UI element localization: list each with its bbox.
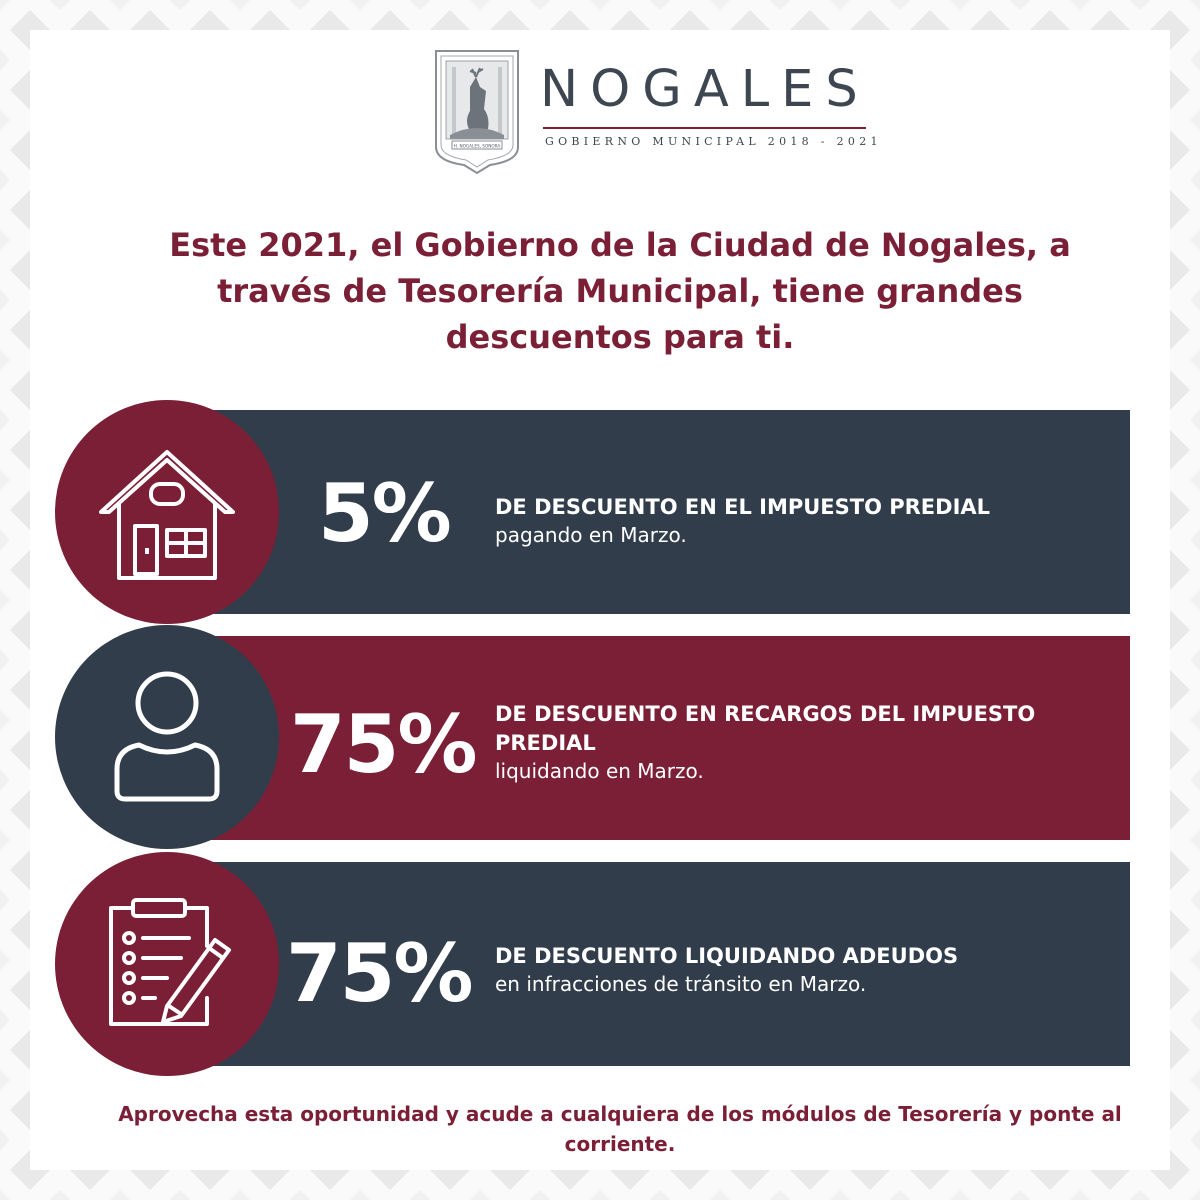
discount-detail-3: en infracciones de tránsito en Marzo. bbox=[495, 972, 867, 996]
discount-percent-1: 5% bbox=[318, 467, 450, 560]
discount-detail-1: pagando en Marzo. bbox=[495, 523, 687, 547]
discount-description-3 bbox=[495, 942, 1125, 997]
municipal-seal-logo bbox=[430, 47, 524, 175]
footer-call-to-action: Aprovecha esta oportunidad y acude a cualquiera de los módulos de Tesorería y ponte al corriente. bbox=[118, 1102, 1122, 1156]
discount-percent-2: 75% bbox=[290, 698, 476, 791]
house-icon bbox=[97, 442, 237, 582]
intro-heading: Este 2021, el Gobierno de la Ciudad de Nogales, a través de Tesorería Municipal, tiene grandes descuentos para ti. bbox=[169, 226, 1071, 356]
discount-circle-3 bbox=[55, 852, 279, 1076]
clipboard-pencil-icon bbox=[97, 894, 237, 1034]
discount-description-1 bbox=[495, 493, 1125, 548]
seal-caption: H. NOGALES, SONORA bbox=[453, 143, 501, 149]
discount-title-2: DE DESCUENTO EN RECARGOS DEL IMPUESTO PREDIAL bbox=[495, 702, 1036, 755]
discount-title-1: DE DESCUENTO EN EL IMPUESTO PREDIAL bbox=[495, 495, 991, 519]
discount-detail-2: liquidando en Marzo. bbox=[495, 759, 704, 783]
discount-circle-2 bbox=[55, 625, 279, 849]
discount-description-2 bbox=[495, 700, 1125, 784]
logo-subtitle: GOBIERNO MUNICIPAL 2018 - 2021 bbox=[545, 135, 882, 148]
discount-circle-1 bbox=[55, 400, 279, 624]
logo-divider bbox=[543, 127, 866, 129]
discount-title-3: DE DESCUENTO LIQUIDANDO ADEUDOS bbox=[495, 944, 959, 968]
logo-wordmark: NOGALES bbox=[540, 60, 870, 119]
discount-percent-3: 75% bbox=[286, 927, 472, 1020]
person-icon bbox=[107, 667, 227, 807]
